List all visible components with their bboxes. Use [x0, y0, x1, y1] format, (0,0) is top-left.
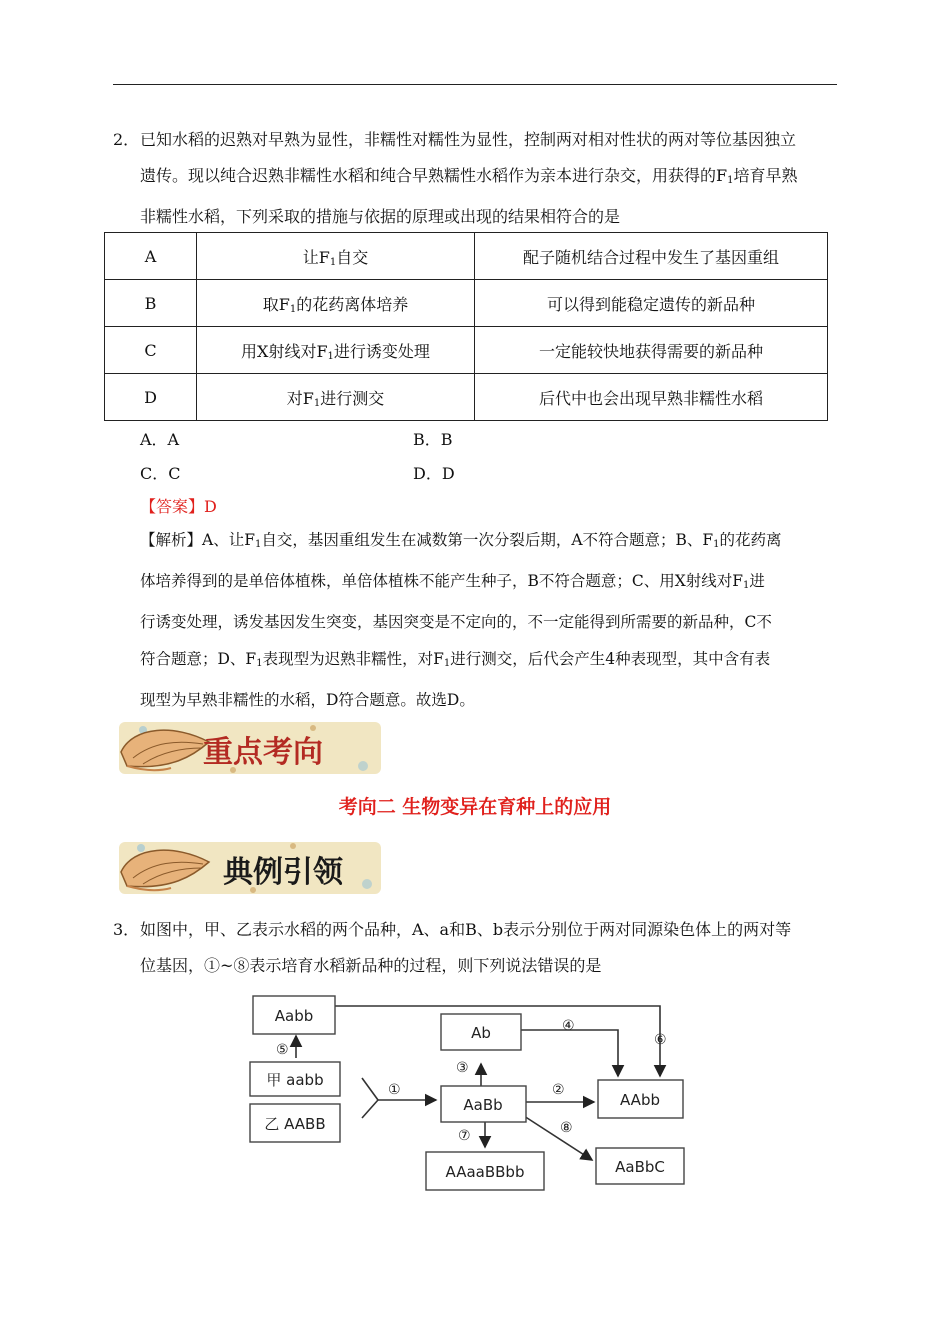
question-number: 3．	[113, 920, 140, 939]
question-text-line: 位基因，①~⑧表示培育水稻新品种的过程，则下列说法错误的是	[140, 956, 602, 975]
question-text-line: 已知水稻的迟熟对早熟为显性，非糯性对糯性为显性，控制两对相对性状的两对等位基因独立	[140, 130, 797, 149]
key-direction-banner	[113, 712, 385, 778]
genotype-label: AAbb	[620, 1091, 660, 1109]
banner-title: 典例引领	[223, 855, 343, 890]
banner-title: 重点考向	[203, 735, 323, 770]
genotype-label: 乙 AABB	[264, 1115, 326, 1133]
step-label: ③	[456, 1060, 469, 1076]
step-label: ⑧	[560, 1120, 573, 1136]
typical-example-banner	[113, 832, 385, 898]
step-label: ②	[552, 1082, 565, 1098]
question-text-line: 非糯性水稻，下列采取的措施与依据的原理或出现的结果相符合的是	[140, 207, 621, 226]
table-row: C 用X射线对$F_1$进行诱变处理 一定能较快地获得需要的新品种	[105, 327, 828, 374]
question-number: 2．	[113, 130, 140, 149]
options-table	[104, 232, 828, 421]
step-label: ⑤	[276, 1042, 289, 1058]
answer-label: 【答案】D	[140, 497, 217, 516]
genotype-label: Aabb	[274, 1007, 314, 1025]
breeding-diagram	[246, 990, 696, 1195]
step-label: ⑦	[458, 1128, 471, 1144]
analysis-text: 【解析】A、让$F_1$自交，基因重组发生在减数第一次分裂后期，A不符合题意；B、$F_1$的花药离 体培养得到的是单倍体植株，单倍体植株不能产生种子，B不符合题意；C、用X射线对$F_1$进 行诱变处理，诱发基因发生突变，基因突变是不定向的，不一定能得到所需要的新品种，C不 符合题意；D、$F_1$表现型为迟熟非糯性，对$F_1$进行测交，后代会产生4种表现型，其中含有表 现型为早熟非糯性的水稻，D符合题意。故选D。	[140, 531, 782, 709]
genotype-label: AaBbC	[615, 1158, 665, 1176]
step-label: ⑥	[654, 1032, 667, 1048]
genotype-label: Ab	[471, 1024, 491, 1042]
step-label: ①	[388, 1082, 401, 1098]
header-rule	[113, 84, 837, 85]
step-label: ④	[562, 1018, 575, 1034]
table-row: B 取$F_1$的花药离体培养 可以得到能稳定遗传的新品种	[105, 280, 828, 327]
choice-d[interactable]: D．D	[413, 464, 455, 483]
table-row: A 让$F_1$自交 配子随机结合过程中发生了基因重组	[105, 233, 828, 280]
choice-a[interactable]: A．A	[140, 430, 180, 449]
question-text-line: 遗传。现以纯合迟熟非糯性水稻和纯合早熟糯性水稻作为亲本进行杂交，用获得的$F_1$培育早熟	[140, 166, 798, 186]
choice-c[interactable]: C．C	[140, 464, 181, 483]
genotype-label: AaBb	[463, 1096, 503, 1114]
question-text-line: 如图中，甲、乙表示水稻的两个品种，A、a和B、b表示分别位于两对同源染色体上的两对等	[140, 920, 792, 939]
table-row: D 对$F_1$进行测交 后代中也会出现早熟非糯性水稻	[105, 374, 828, 421]
choice-b[interactable]: B．B	[413, 430, 453, 449]
genotype-label: 甲 aabb	[266, 1071, 324, 1089]
section-title: 考向二 生物变异在育种上的应用	[338, 796, 612, 818]
genotype-label: AAaaBBbb	[445, 1163, 525, 1181]
